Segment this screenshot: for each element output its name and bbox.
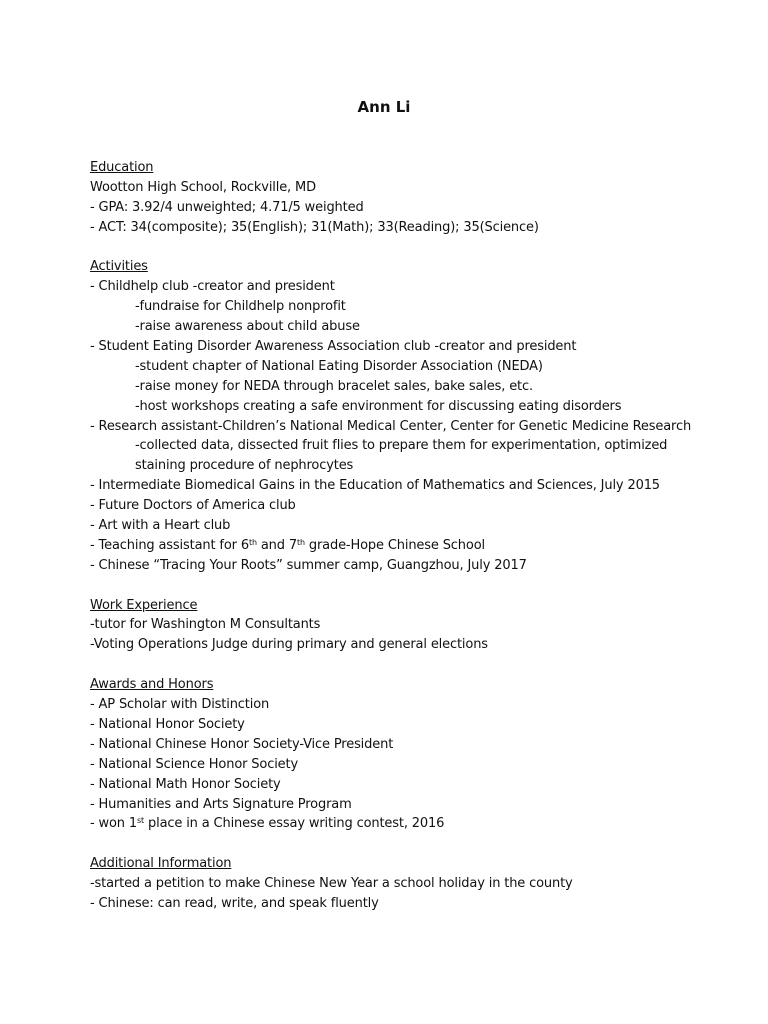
- activity-fda: - Future Doctors of America club: [90, 498, 296, 514]
- education-school: Wootton High School, Rockville, MD: [90, 179, 316, 195]
- education-act: - ACT: 34(composite); 35(English); 31(Math); 33(Reading); 35(Science): [90, 219, 539, 235]
- award-essay-text: place in a Chinese essay writing contest, 2016: [144, 816, 445, 832]
- activity-research: - Research assistant-Children’s National Medical Center, Center for Genetic Medicine Research: [90, 418, 692, 434]
- section-spacer: [90, 576, 730, 596]
- superscript: th: [248, 537, 257, 547]
- activity-teaching-text: grade-Hope Chinese School: [304, 537, 485, 553]
- resume-name: Ann Li: [357, 98, 411, 116]
- activity-seda-detail: -host workshops creating a safe environment for discussing eating disorders: [135, 398, 622, 414]
- additional-item: -started a petition to make Chinese New Year a school holiday in the county: [90, 876, 573, 892]
- award-item: - AP Scholar with Distinction: [90, 697, 270, 713]
- work-item: -Voting Operations Judge during primary and general elections: [90, 637, 488, 653]
- award-item: - Humanities and Arts Signature Program: [90, 796, 352, 812]
- section-spacer: [90, 655, 730, 675]
- work-heading: Work Experience: [90, 597, 198, 613]
- activity-teaching-text: - Teaching assistant for 6: [90, 537, 249, 553]
- activity-childhelp: - Childhelp club -creator and president: [90, 279, 335, 295]
- award-item: - National Honor Society: [90, 716, 245, 732]
- award-essay-text: - won 1: [90, 816, 138, 832]
- work-item: -tutor for Washington M Consultants: [90, 617, 321, 633]
- award-item: - National Math Honor Society: [90, 776, 281, 792]
- activity-research-detail: -collected data, dissected fruit flies to prepare them for experimentation, optimized: [135, 438, 668, 454]
- superscript: st: [137, 816, 145, 826]
- education-gpa: - GPA: 3.92/4 unweighted; 4.71/5 weighted: [90, 199, 364, 215]
- awards-heading: Awards and Honors: [90, 677, 214, 693]
- activity-teaching-text: and 7: [256, 537, 297, 553]
- activity-childhelp-detail: -raise awareness about child abuse: [135, 319, 360, 335]
- activities-heading: Activities: [90, 259, 148, 275]
- resume-body: [90, 158, 730, 914]
- activity-igem: - Intermediate Biomedical Gains in the Education of Mathematics and Sciences, July 2015: [90, 478, 660, 494]
- activity-research-detail: staining procedure of nephrocytes: [135, 458, 354, 474]
- section-spacer: [90, 834, 730, 854]
- education-heading: Education: [90, 160, 154, 175]
- activity-teaching: [90, 536, 730, 556]
- award-essay: [90, 814, 730, 834]
- section-spacer: [90, 238, 730, 258]
- activity-childhelp-detail: -fundraise for Childhelp nonprofit: [135, 299, 346, 315]
- activity-seda: - Student Eating Disorder Awareness Association club -creator and president: [90, 339, 577, 355]
- award-item: - National Chinese Honor Society-Vice President: [90, 736, 394, 752]
- award-item: - National Science Honor Society: [90, 756, 299, 772]
- activity-seda-detail: -student chapter of National Eating Disorder Association (NEDA): [135, 358, 543, 374]
- activity-art: - Art with a Heart club: [90, 518, 231, 534]
- additional-heading: Additional Information: [90, 856, 232, 872]
- superscript: th: [296, 537, 305, 547]
- additional-item: - Chinese: can read, write, and speak fluently: [90, 895, 379, 911]
- activity-camp: - Chinese “Tracing Your Roots” summer camp, Guangzhou, July 2017: [90, 557, 527, 573]
- activity-seda-detail: -raise money for NEDA through bracelet sales, bake sales, etc.: [135, 378, 533, 394]
